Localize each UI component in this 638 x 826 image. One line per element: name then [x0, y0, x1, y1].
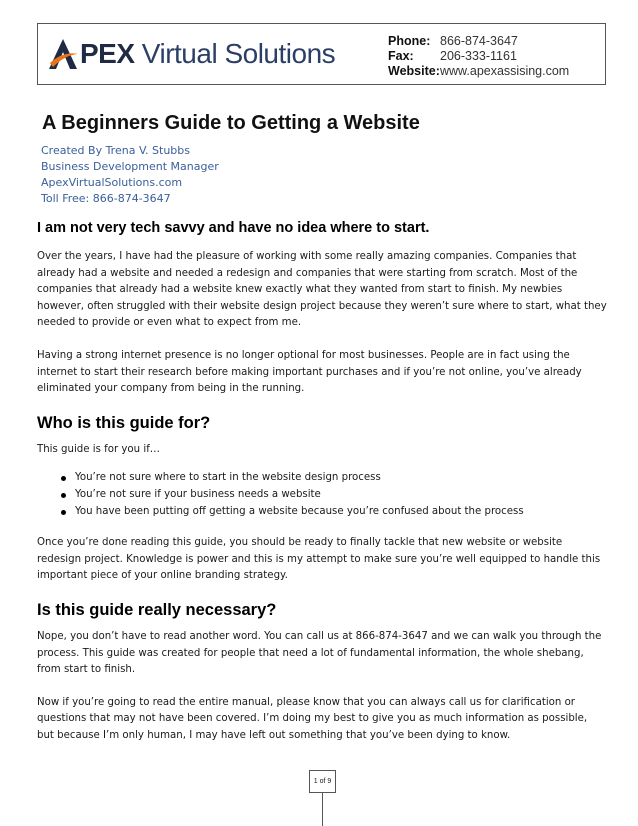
contact-block	[388, 34, 569, 79]
byline-role: Business Development Manager	[41, 160, 219, 173]
list-item	[63, 504, 607, 521]
contact-fax	[388, 49, 569, 64]
byline-phone: Toll Free: 866-874-3647	[41, 192, 171, 205]
bullet-icon	[61, 476, 66, 481]
bullet-icon	[61, 510, 66, 515]
contact-website	[388, 64, 569, 79]
contact-value[interactable]: www.apexassising.com	[440, 64, 570, 78]
paragraph: Once you’re done reading this guide, you should be ready to finally tackle that new website or website redesign project. Knowledge is power and this is my attempt to make sure you’re well equipped to handle this important piece of your online branding strategy.	[37, 537, 601, 582]
contact-value: 866-874-3647	[440, 34, 518, 48]
section-heading-who: Who is this guide for?	[37, 413, 211, 432]
document-title: A Beginners Guide to Getting a Website	[42, 112, 420, 134]
list-item-text: You have been putting off getting a website because you’re confused about the process	[75, 505, 524, 517]
bullet-icon	[61, 493, 66, 498]
apex-logo	[47, 34, 335, 74]
logo-wordmark	[80, 38, 335, 70]
section-heading-necessary: Is this guide really necessary?	[37, 600, 277, 619]
paragraph: Now if you’re going to read the entire manual, please know that you can always call us for clarification or questions that may not have been covered. I’m doing my best to give you as much information as possible, but because I’m only human, I may have left out something that you’ve been dying to know.	[37, 696, 588, 741]
list-item-text: You’re not sure if your business needs a website	[75, 488, 321, 500]
document-body	[37, 218, 607, 760]
author-byline	[41, 143, 219, 207]
list-item	[63, 470, 607, 487]
contact-label: Website:	[388, 64, 440, 78]
contact-label: Fax:	[388, 49, 414, 63]
page-number: 1 of 9	[309, 770, 336, 793]
paragraph: This guide is for you if…	[37, 443, 160, 455]
byline-author: Created By Trena V. Stubbs	[41, 144, 191, 157]
contact-phone	[388, 34, 569, 49]
paragraph: Nope, you don’t have to read another word. You can call us at 866-874-3647 and we can walk you through the process. This guide was created for people that need a lot of fundamental information, the whole shebang, from start to finish.	[37, 630, 602, 676]
list-item-text: You’re not sure where to start in the website design process	[75, 472, 381, 484]
section-heading-start: I am not very tech savvy and have no idea where to start.	[37, 220, 430, 236]
footer-divider	[322, 793, 323, 826]
list-item	[63, 487, 607, 504]
letterhead-box	[37, 23, 606, 85]
byline-website[interactable]: ApexVirtualSolutions.com	[41, 176, 183, 189]
paragraph: Over the years, I have had the pleasure of working with some really amazing companies. Companies that already had a website and needed a redesign and companies that were starting from scratch. Most of the companies that already had a website knew exactly what they wanted from start to finish. My newbies however, often struggled with their website design project because they weren’t sure where to start, what they needed to provide or even what to expect from me.	[37, 251, 607, 329]
logo-virtual-solutions-text: Virtual Solutions	[134, 38, 336, 69]
logo-apex-text: PEX	[80, 38, 135, 69]
paragraph: Having a strong internet presence is no longer optional for most businesses. People are in fact using the internet to start their research before making important purchases and if you’re not online, you’ve already eliminated your company from being in the running.	[37, 349, 582, 395]
contact-value: 206-333-1161	[440, 49, 517, 63]
contact-label: Phone:	[388, 34, 431, 48]
bullet-list	[37, 470, 607, 520]
apex-a-logo-mark	[47, 37, 79, 71]
